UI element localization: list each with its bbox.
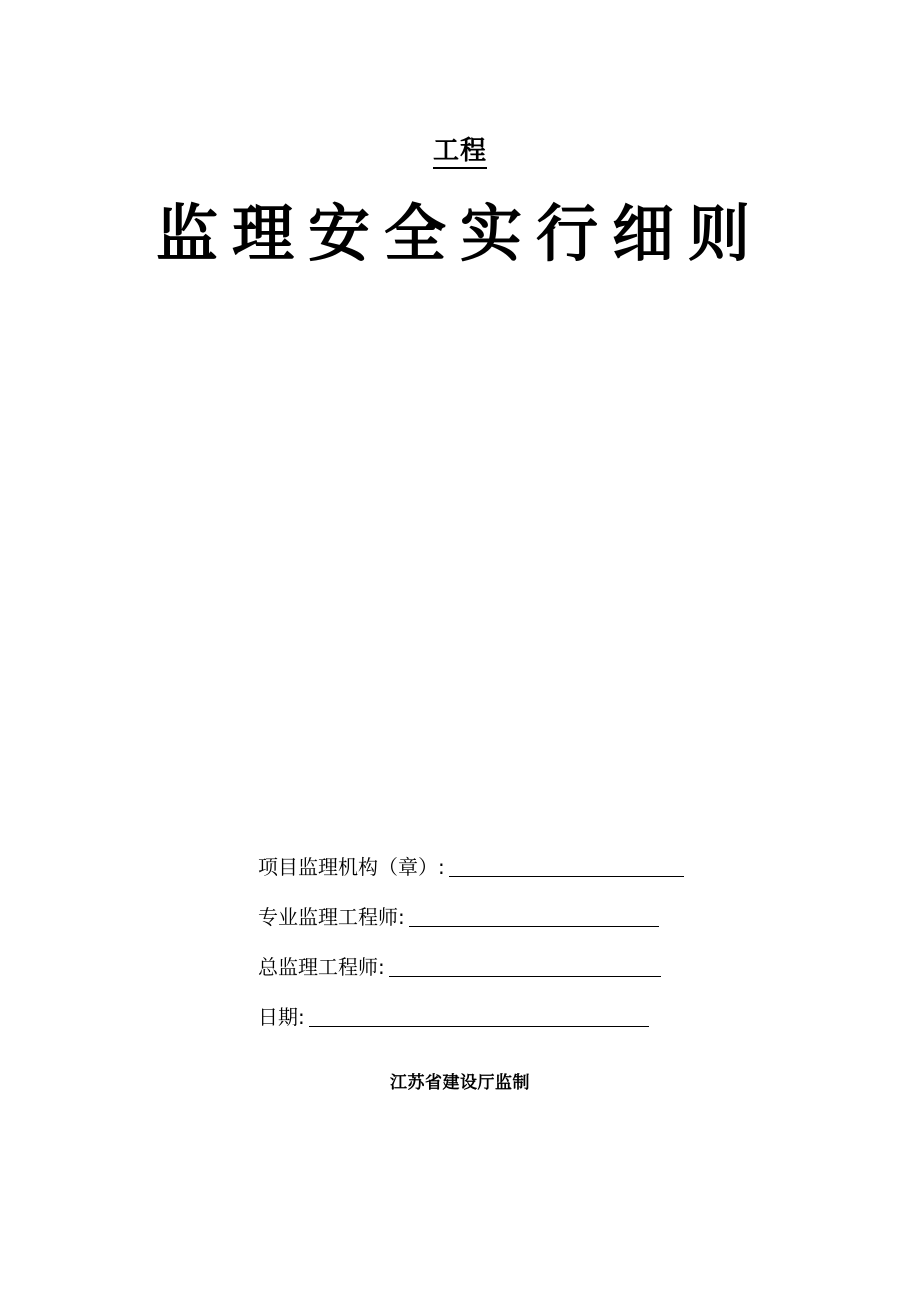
signature-row-supervision-organization — [258, 845, 858, 877]
signature-input-supervision-organization[interactable] — [449, 856, 684, 877]
signature-block — [258, 845, 858, 1045]
document-subject-text: 工程 — [433, 136, 487, 169]
signature-row-date — [258, 995, 858, 1027]
signature-label-chief-engineer: 总监理工程师: — [258, 955, 385, 979]
signature-row-chief-engineer — [258, 945, 858, 977]
signature-row-professional-engineer — [258, 895, 858, 927]
document-subject-heading — [0, 130, 920, 167]
signature-input-date[interactable] — [309, 1006, 649, 1027]
document-footer-issuer: 江苏省建设厅监制 — [390, 1073, 530, 1093]
signature-input-chief-engineer[interactable] — [389, 956, 661, 977]
signature-label-professional-engineer: 专业监理工程师: — [258, 905, 405, 929]
signature-label-date: 日期: — [258, 1005, 305, 1029]
signature-label-supervision-organization: 项目监理机构（章）: — [258, 855, 445, 879]
signature-input-professional-engineer[interactable] — [409, 906, 659, 927]
document-main-title: 监理安全实行细则 — [155, 197, 764, 270]
